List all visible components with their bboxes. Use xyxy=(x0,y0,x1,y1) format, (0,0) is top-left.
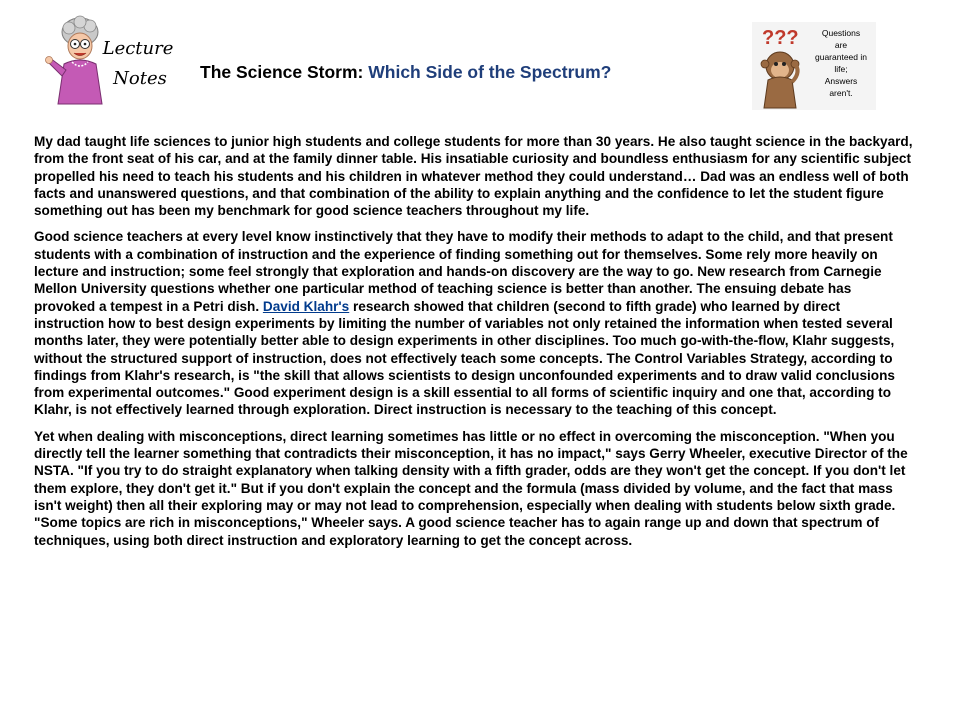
page-title xyxy=(200,62,611,83)
lecturer-cartoon-icon xyxy=(42,14,182,106)
badge-line-4: life; xyxy=(834,64,848,74)
title-main: The Science Storm: xyxy=(200,62,369,82)
badge-line-2: are xyxy=(834,40,848,50)
title-subtitle: Which Side of the Spectrum? xyxy=(368,62,612,82)
thinking-monkey-icon xyxy=(752,22,876,110)
paragraph-2-intro: Good science teachers at every level know instinctively that they have to modify their methods to adapt to the child, and that present students with a combination of instruction and the experience of finding something out for themselves. Some rely more heavily on lecture and instruction; some feel strongly that exploration and hands-on discovery are the way to go. New research from Carnegie Mellon University questions whether one particular method of teaching science is better than another. The ensuing debate has provoked a tempest in a Petri dish. xyxy=(34,229,893,314)
badge-line-1: Questions xyxy=(821,28,861,38)
lecture-notes-logo xyxy=(42,14,182,106)
david-klahr-link[interactable]: David Klahr's xyxy=(262,298,350,314)
badge-line-3: guaranteed in xyxy=(815,52,867,62)
badge-line-6: aren't. xyxy=(829,88,853,98)
paragraph-3: Yet when dealing with misconceptions, direct learning sometimes has little or no effect in overcoming the misconception. "When you directly tell the learner something that contradicts their misconception, it has no impact," says Gerry Wheeler, executive Director of the NSTA. "If you try to do straight explanatory when talking density with a fifth grader, odds are they won't get the concept. If you don't let them explore, they don't get it." But if you don't explain the concept and the formula (mass divided by volume, and the fact that mass isn't weight) then all their exploring may or may not lead to comprehension, especially when dealing with students below sixth grade. "Some topics are rich in misconceptions," Wheeler says. A good science teacher has to again range up and down that spectrum of techniques, using both direct instruction and exploratory learning to get the concept across. xyxy=(34,428,908,548)
paragraph-2 xyxy=(34,228,914,418)
badge-line-5: Answers xyxy=(824,76,858,86)
article-body xyxy=(34,133,914,558)
badge-question-marks: ??? xyxy=(762,27,799,49)
paragraph-2-rest: research showed that children (second to fifth grade) who learned by direct instruction how to best design experiments by limiting the number of variables not only retained the information when tested several months later, they were potentially better able to design experiments in other disciplines. Too much go-with-the-flow, Klahr suggests, without the structured support of instruction, does not effectively teach some concepts. The Control Variables Strategy, according to findings from Klahr's research, is "the skill that allows scientists to design unconfounded experiments and to draw valid conclusions from experimental outcomes." Good experiment design is a skill essential to all forms of scientific inquiry and one that, according to Klahr, is not effectively learned through exploration. Direct instruction is necessary to the teaching of this concept. xyxy=(34,298,895,418)
questions-badge xyxy=(752,22,876,110)
logo-text-line1: Lecture xyxy=(102,38,174,59)
logo-text-line2: Notes xyxy=(113,68,167,89)
paragraph-1: My dad taught life sciences to junior high students and college students for more than 30 years. He also taught science in the backyard, from the front seat of his car, and at the family dinner table. His insatiable curiosity and boundless enthusiasm for any scientific subject propelled his need to teach his students and his children in whatever method they could understand… Dad was an endless well of both facts and unanswered questions, and that combination of the ability to explain anything and the confidence to let the student figure something out has been my benchmark for good science teachers throughout my life. xyxy=(34,134,913,219)
